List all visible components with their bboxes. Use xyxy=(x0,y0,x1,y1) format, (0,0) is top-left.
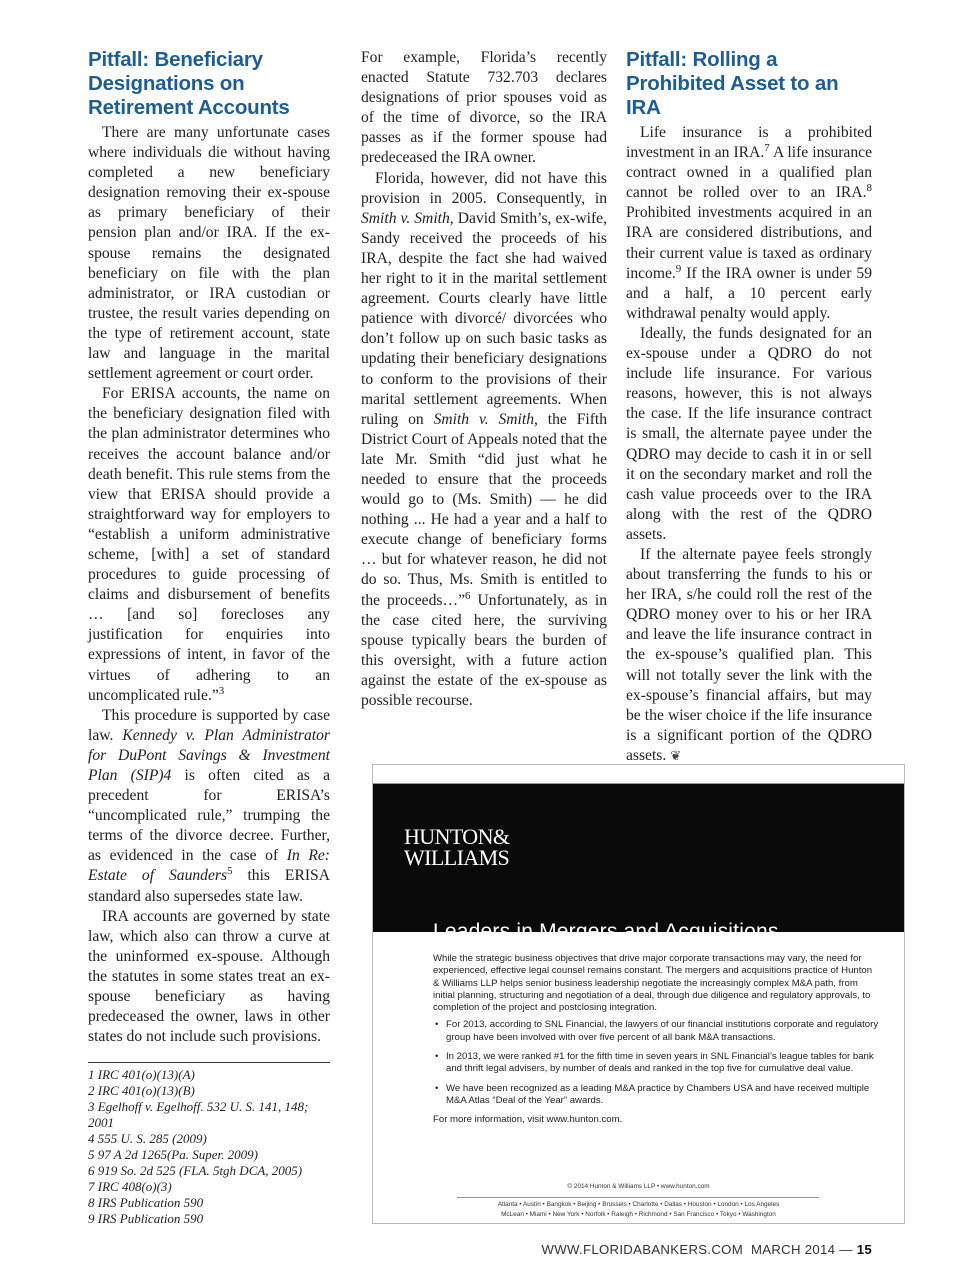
footnote: 6 919 So. 2d 525 (FLA. 5tgh DCA, 2005) xyxy=(88,1163,303,1178)
ad-more-info-link[interactable]: For more information, visit www.hunton.com. xyxy=(433,1114,623,1126)
case-citation: Smith v. Smith xyxy=(361,209,450,227)
ad-bullet: • For 2013, according to SNL Financial, the lawyers of our financial institutions corporate and regulatory group have been involved with over five percent of all bank M&A transactions. xyxy=(433,1019,881,1044)
paragraph: For ERISA accounts, the name on the beneficiary designation filed with the plan administrator determines who receives the account balance and/or death benefit. This rule stems from the view that ERISA should provide a straightforward way for employers to “establish a uniform administrative scheme, [with] a set of standard procedures to guide processing of claims and disbursement of benefits … [and so] forecloses any justification for enquiries into expressions of intent, in favor of the virtues of adhering to an uncomplicated rule.”$^3$ xyxy=(88,385,330,704)
ad-bullet: • In 2013, we were ranked #1 for the fifth time in seven years in SNL Financial’s league tables for bank and thrift legal advisers, by number of deals and ranked in the top five for cumulative deal value. xyxy=(433,1051,881,1076)
footnote: 2 IRC 401(o)(13)(B) xyxy=(88,1083,195,1098)
footnote: 3 Egelhoff v. Egelhoff. 532 U. S. 141, 148; 2001 xyxy=(88,1099,309,1130)
footnote-ref: 8 xyxy=(866,182,872,195)
footnote: 5 97 A 2d 1265(Pa. Super. 2009) xyxy=(88,1147,258,1162)
footnote-ref: 3 xyxy=(218,684,225,697)
footer-issue: MARCH 2014 — xyxy=(750,1242,853,1257)
paragraph: Ideally, the funds designated for an ex-spouse under a QDRO do not include life insurance. For various reasons, however, this is not always the case. If the life insurance contract is small, the alternate payee under the QDRO may decide to cash it in or sell it on the secondary market and roll the cash value proceeds over to the IRA along with the rest of the QDRO assets. xyxy=(626,324,872,543)
ad-bullet-list xyxy=(433,1019,881,1107)
footer-website: WWW.FLORIDABANKERS.COM xyxy=(541,1242,743,1257)
paragraph: Life insurance is a prohibited investment in an IRA.$^7$ A life insurance contract owned in a qualified plan cannot be rolled over to an IRA.$^8$ Prohibited investments acquired in an IRA are considered distributions, and their current value is taxed as ordinary income.$^9$ If the IRA owner is under 59 and a half, a 10 percent early withdrawal penalty would apply. xyxy=(626,124,872,322)
footnote-ref: 9 xyxy=(675,262,682,275)
end-of-article-icon: ❦ xyxy=(670,748,682,764)
case-citation: In Re: Estate of Saunders xyxy=(88,847,331,885)
footnote-ref: 5 xyxy=(227,865,233,878)
page-footer xyxy=(542,1242,873,1257)
paragraph: This procedure is supported by case law. Kennedy v. Plan Administrator for DuPont Savings & Investment Plan (SIP)4 is often cited as a precedent for ERISA’s “uncomplicated rule,” trumping the terms of the divorce decree. Further, as evidenced in the case of In Re: Estate of Saunders$^5$ this ERISA standard also supersedes state law. xyxy=(88,706,331,905)
paragraph: IRA accounts are governed by state law, which also can throw a curve at the uninformed ex-spouse. Although the statutes in some states treat an ex-spouse beneficiary as having predeceased the owner, laws in other states do not include such provisions. xyxy=(88,907,330,1046)
section-heading-prohibited-asset: Pitfall: Rolling a Prohibited Asset to an IRA xyxy=(626,48,839,119)
footnote: 9 IRS Publication 590 xyxy=(88,1211,204,1226)
footnote: 1 IRC 401(o)(13)(A) xyxy=(88,1067,195,1082)
footnote: 8 IRS Publication 590 xyxy=(88,1195,204,1210)
paragraph: There are many unfortunate cases where individuals die without having completed a new beneficiary designation removing their ex-spouse as primary beneficiary of their pension plan and/or IRA. If the ex-spouse remains the designated beneficiary on file with the plan administrator, or IRA custodian or trustee, the result varies depending on the type of retirement account, state law and language in the marital settlement agreement or court order. xyxy=(88,124,330,383)
ad-tagline: Leaders in Mergers and Acquisitions xyxy=(433,920,779,943)
case-citation: Kennedy v. Plan Administrator for DuPont Savings & Investment Plan (SIP)4 xyxy=(88,726,330,784)
article-column-1 xyxy=(88,48,330,1047)
paragraph: Florida, however, did not have this provision in 2005. Consequently, in Smith v. Smith, David Smith’s, ex-wife, Sandy received the proceeds of his IRA, despite the fact she had waived her right to it in the marital settlement agreement. Courts clearly have little patience with divorcé/ divorcées who don’t follow up on such basic tasks as updating their beneficiary designations to conform to the provisions of their marital settlement agreements. When ruling on Smith v. Smith, the Fifth District Court of Appeals noted that the late Mr. Smith “did just what he needed to ensure that the proceeds would go to (Ms. Smith) — he did nothing ... He had a year and a half to execute change of beneficiary forms … but for whatever reason, he did not do so. Thus, Ms. Smith is entitled to the proceeds…”$^6$ Unfortunately, as in the case cited here, the surviving spouse typically bears the burden of this oversight, with a future action against the estate of the ex-spouse as possible recourse. xyxy=(361,169,608,709)
ad-intro: While the strategic business objectives that drive major corporate transactions may vary, the need for experienced, effective legal counsel remains constant. The mergers and acquisitions practice of Hunton & Williams LLP helps senior business leadership negotiate the increasingly complex M&A path, from initial planning, structuring and negotiation of a deal, through due diligence and regulatory approvals, to completion of the project and postclosing integration. xyxy=(433,953,873,1014)
article-column-3 xyxy=(626,48,872,767)
ad-banner xyxy=(373,783,904,943)
ad-copyright: © 2014 Hunton & Williams LLP • www.hunton.com xyxy=(567,1183,710,1190)
ad-office-list: Atlanta • Austin • Bangkok • Beijing • Brussels • Charlotte • Dallas • Houston • London • Los Angeles McLean • Miami • New York • Norfolk • Raleigh • Richmond • San Francisco • Tokyo • Washington xyxy=(497,1201,780,1218)
footnote-ref: 7 xyxy=(764,141,770,154)
ad-body xyxy=(433,953,881,1132)
paragraph: For example, Florida’s recently enacted Statute 732.703 declares designations of prior spouses void as of the time of divorce, so the IRA passes as if the former spouse had predeceased the IRA owner. xyxy=(361,49,607,167)
footnote: 7 IRC 408(o)(3) xyxy=(88,1179,172,1194)
page-number: 15 xyxy=(856,1242,872,1257)
article-column-2 xyxy=(361,48,607,711)
case-citation: Smith v. Smith xyxy=(433,410,535,428)
ad-bullet: • We have been recognized as a leading M&A practice by Chambers USA and have received multiple M&A Atlas “Deal of the Year” awards. xyxy=(433,1083,881,1108)
hunton-williams-logo: HUNTON& WILLIAMS xyxy=(404,824,510,870)
divider xyxy=(457,1197,819,1198)
footnote: 4 555 U. S. 285 (2009) xyxy=(88,1131,207,1146)
section-heading-beneficiary: Pitfall: Beneficiary Designations on Retirement Accounts xyxy=(88,48,290,119)
footnote-ref: 6 xyxy=(465,589,471,602)
hunton-williams-advertisement[interactable] xyxy=(372,764,905,1224)
footnotes xyxy=(88,1062,330,1227)
paragraph: If the alternate payee feels strongly about transferring the funds to his or her IRA, s/he could roll the rest of the QDRO money over to his or her IRA and leave the life insurance contract in the ex-spouse’s qualified plan. This will not totally sever the link with the ex-spouse’s financial affairs, but may be the wiser choice if the life insurance is a significant portion of the QDRO assets. ❦ xyxy=(626,545,872,764)
